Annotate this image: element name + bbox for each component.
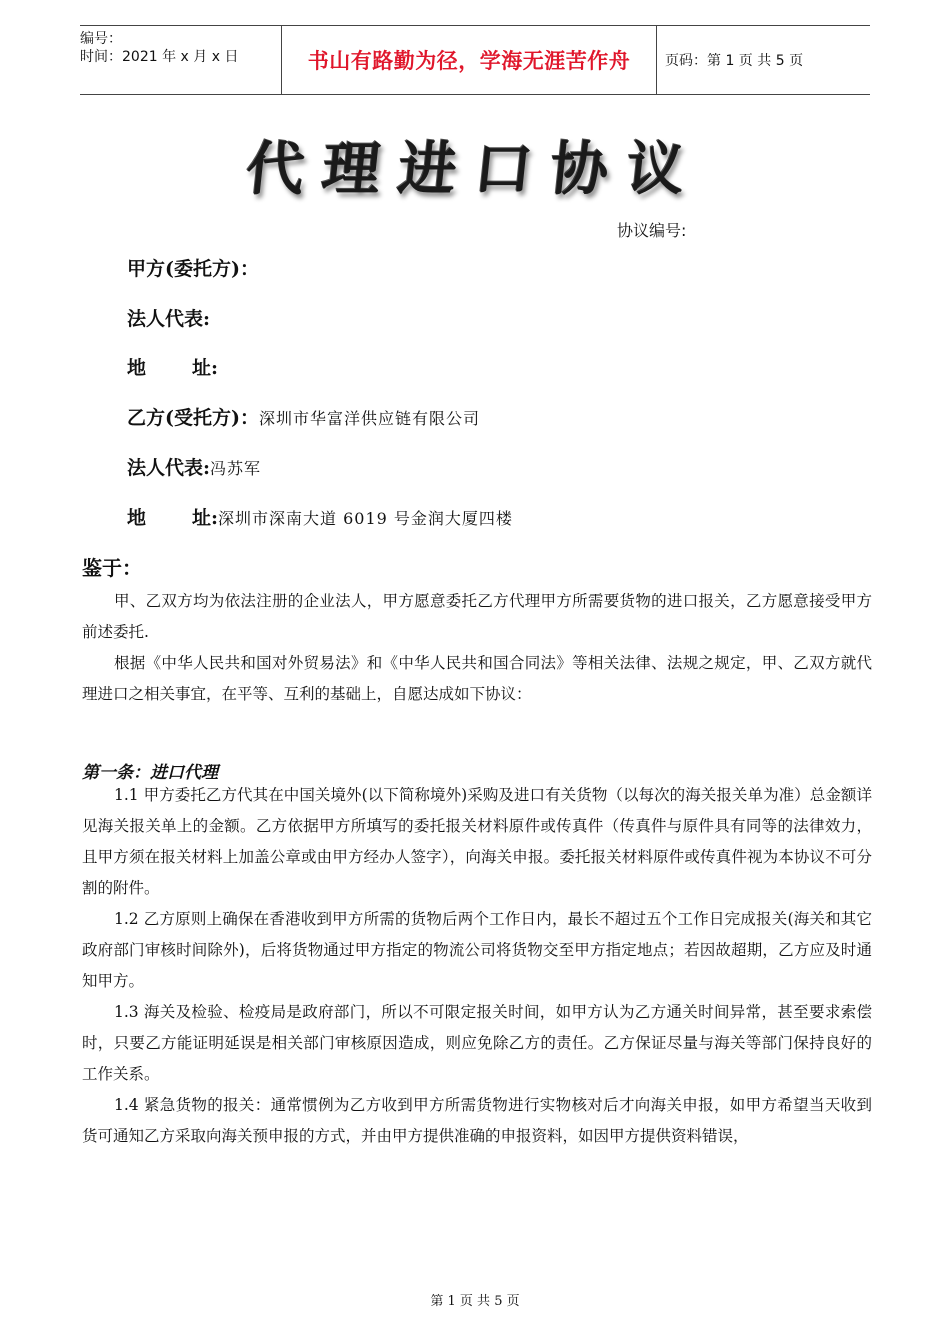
party-a-address-label-1: 地 xyxy=(127,357,147,379)
party-a-line xyxy=(127,254,259,281)
party-b-address-line xyxy=(127,503,513,530)
document-title: 代理进口协议 xyxy=(242,135,707,203)
whereas-heading: 鉴于： xyxy=(82,556,142,580)
party-a-address-label-2: 址: xyxy=(192,357,219,379)
header-motto: 书山有路勤为径，学海无涯苦作舟 xyxy=(281,26,657,94)
party-b-address-label-2: 址: xyxy=(192,507,219,529)
party-b-rep-line xyxy=(127,453,261,480)
party-b-line xyxy=(127,403,480,430)
party-b-rep-label: 法人代表: xyxy=(127,457,211,479)
header-meta xyxy=(80,26,281,94)
intro-paragraph: 根据《中华人民共和国对外贸易法》和《中华人民共和国合同法》等相关法律、法规之规定，甲、乙双方就代理进口之相关事宜，在平等、互利的基础上，自愿达成如下协议： xyxy=(82,654,872,703)
party-a-label: 甲方(委托方)： xyxy=(127,258,259,280)
party-b-address-value: 深圳市深南大道 6019 号金润大厦四楼 xyxy=(218,509,513,528)
agreement-number-label: 协议编号: xyxy=(617,221,687,240)
party-a-rep-label: 法人代表: xyxy=(127,308,211,330)
clause-1-4: 1.4 紧急货物的报关：通常惯例为乙方收到甲方所需货物进行实物核对后才向海关申报，如甲方希望当天收到货可通知乙方采取向海关预申报的方式，并由甲方提供准确的申报资料，如因甲方提供资料错误， xyxy=(82,1096,872,1145)
party-b-rep-value: 冯苏军 xyxy=(210,459,262,478)
clause-1-1: 1.1 甲方委托乙方代其在中国关境外(以下简称境外)采购及进口有关货物（以每次的海关报关单为准）总金额详见海关报关单上的金额。乙方依据甲方所填写的委托报关材料原件或传真件（传真件与原件具有同等的法律效力，且甲方须在报关材料上加盖公章或由甲方经办人签字），向海关申报。委托报关材料原件或传真件视为本协议不可分割的附件。 xyxy=(82,786,872,897)
header-page-info: 页码：第 1 页 共 5 页 xyxy=(665,53,804,69)
intro-paragraph: 甲、乙双方均为依法注册的企业法人，甲方愿意委托乙方代理甲方所需要货物的进口报关，乙方愿意接受甲方前述委托. xyxy=(82,592,872,641)
page-header xyxy=(80,25,870,95)
clause-1-2: 1.2 乙方原则上确保在香港收到甲方所需的货物后两个工作日内，最长不超过五个工作日完成报关(海关和其它政府部门审核时间除外)，后将货物通过甲方指定的物流公司将货物交至甲方指定地点；若因故超期，乙方应及时通知甲方。 xyxy=(82,910,872,990)
header-number: 编号： xyxy=(80,31,122,47)
header-time: 时间：2021 年 x 月 x 日 xyxy=(80,49,239,65)
page-footer: 第 1 页 共 5 页 xyxy=(430,1294,520,1309)
party-a-rep-line xyxy=(127,304,210,331)
party-a-address-line xyxy=(127,353,218,380)
article-1-body xyxy=(82,780,872,1152)
party-b-label: 乙方(受托方)： xyxy=(127,407,259,429)
intro-section xyxy=(82,586,872,710)
party-b-address-label-1: 地 xyxy=(127,507,147,529)
article-1-title: 第一条：进口代理 xyxy=(82,763,218,783)
clause-1-3: 1.3 海关及检验、检疫局是政府部门，所以不可限定报关时间，如甲方认为乙方通关时间异常，甚至要求索偿时，只要乙方能证明延误是相关部门审核原因造成，则应免除乙方的责任。乙方保证尽量与海关等部门保持良好的工作关系。 xyxy=(82,1003,872,1083)
party-b-value: 深圳市华富洋供应链有限公司 xyxy=(258,409,480,428)
